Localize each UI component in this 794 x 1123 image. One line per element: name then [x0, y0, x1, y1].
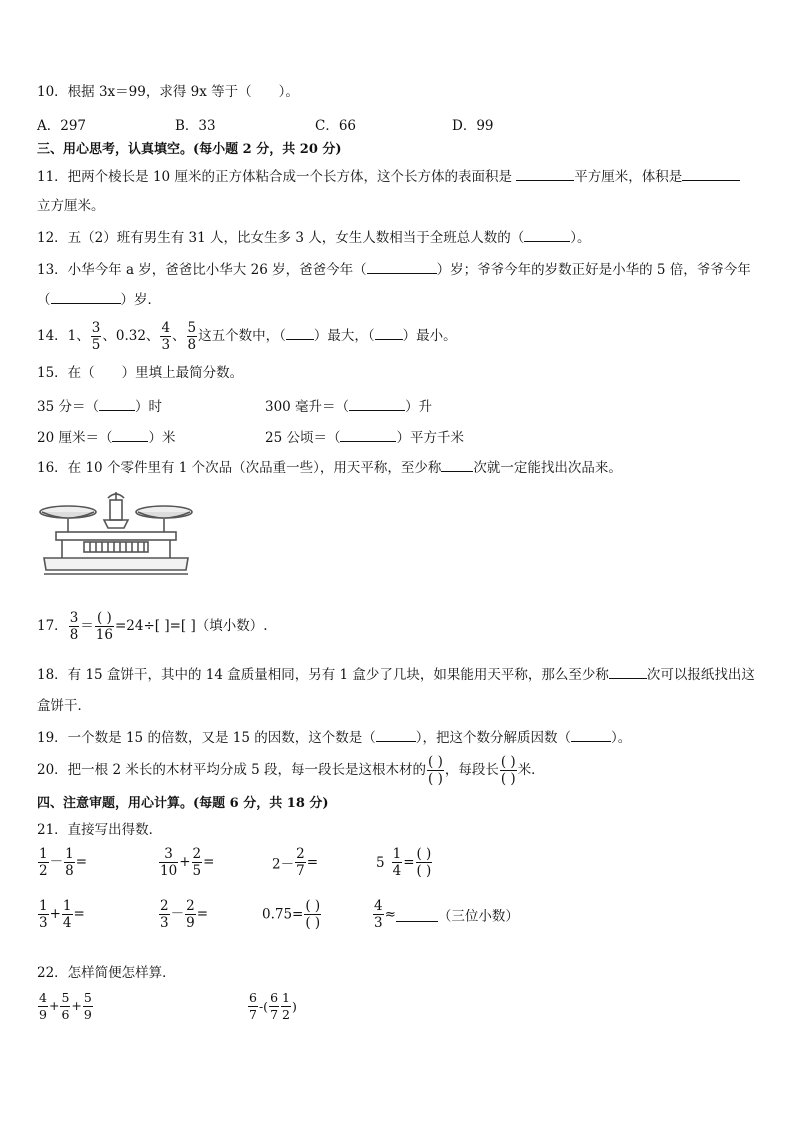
q19-blank-number[interactable] [376, 728, 416, 742]
q13-text-c: （ [37, 292, 51, 308]
q14 [37, 318, 457, 354]
q12-blank[interactable] [524, 228, 570, 242]
q15-item-2: 300 毫升＝（ ）升 [265, 399, 433, 415]
q15-item-3: 20 厘米＝（ ）米 [37, 430, 176, 446]
q20-blank-fraction-2[interactable]: $\frac{( )}{( )}$ [500, 754, 516, 787]
q16-blank[interactable] [441, 458, 473, 472]
q14-blank-max[interactable] [286, 326, 314, 340]
q21-expr-2: $\frac{3}{10}$ + $\frac{2}{5}$ = [160, 846, 215, 879]
q15-blank-3[interactable] [112, 428, 148, 442]
q13-line1 [37, 260, 751, 279]
q14-fraction-1: $\frac{3}{5}$ [91, 320, 101, 353]
q14-sep: 、 [172, 328, 186, 344]
q10-text: 10．根据 3x＝99，求得 9x 等于（ ）。 [37, 84, 299, 100]
q21-answer-fraction[interactable]: $\frac{( )}{( )}$ [416, 846, 432, 879]
q10-option-a[interactable]: A．297 [37, 118, 87, 134]
q14-prefix: 14．1、 [37, 328, 90, 344]
q22-expr-2: $\frac{6}{7}$ -( $\frac{6}{7}$ $\frac{1}{2}$ ) [249, 990, 297, 1022]
q15-item-1: 35 分＝（ ）时 [37, 399, 162, 415]
q11-text-b: 平方厘米，体积是 [574, 169, 683, 185]
q13-text-b: ）岁；爷爷今年的岁数正好是小华的 5 倍，爷爷今年 [436, 262, 751, 278]
q14-text-c: ）最小。 [402, 328, 457, 344]
q13-text-d: ）岁． [120, 292, 161, 308]
q15-blank-1[interactable] [99, 397, 135, 411]
q16: 16．在 10 个零件里有 1 个次品（次品重一些），用天平称，至少称 次就一定能找出次品来。 [37, 460, 622, 476]
q21-expr-5: $\frac{1}{3}$ + $\frac{1}{4}$ = [39, 898, 85, 931]
q20: 20．把一根 2 米长的木材平均分成 5 段，每一段长是这根木材的 $\frac{( )}{( )}$ ，每段长 $\frac{( )}{( )}$ 米． [37, 754, 545, 787]
q12-text-a: 12．五（2）班有男生有 31 人，比女生多 3 人，女生人数相当于全班总人数的（ [37, 230, 525, 246]
q22-expr-1: $\frac{4}{9}$ + $\frac{5}{6}$ + $\frac{5}{9}$ [39, 990, 92, 1022]
q19: 19．一个数是 15 的倍数，又是 15 的因数，这个数是（ ），把这个数分解质因数（ ）。 [37, 730, 632, 746]
q21-blank-approx[interactable] [396, 908, 438, 922]
q22-title: 22．怎样简便怎样算． [37, 965, 176, 981]
q21-expr-1: $\frac{1}{2}$ － $\frac{1}{8}$ = [39, 846, 87, 879]
q21-expr-4: 5 $\frac{1}{4}$ = $\frac{( )}{( )}$ [376, 846, 432, 879]
q11-line1 [37, 167, 740, 186]
q15-blank-2[interactable] [349, 397, 405, 411]
q14-fraction-2: $\frac{4}{3}$ [161, 320, 171, 353]
q21-expr-3: 2－ $\frac{2}{7}$ = [272, 846, 318, 879]
section3-heading: 三、用心思考，认真填空。(每小题 2 分，共 20 分) [37, 142, 342, 157]
q11-blank-area[interactable] [516, 167, 574, 181]
q10-option-b[interactable]: B．33 [175, 118, 216, 134]
q13-text-a: 13．小华今年 a 岁，爸爸比小华大 26 岁，爸爸今年（ [37, 262, 367, 278]
q11-blank-volume[interactable] [682, 167, 740, 181]
q14-blank-min[interactable] [375, 326, 403, 340]
q12 [37, 228, 590, 247]
q17-fraction: $\frac{3}{8}$ [69, 610, 79, 643]
q10-option-d[interactable]: D．99 [452, 118, 494, 134]
q14-fraction-3: $\frac{5}{8}$ [187, 320, 197, 353]
q17: 17． $\frac{3}{8}$ ＝ $\frac{( )}{16}$ =24÷[ ]=[ ]（填小数）. [37, 610, 268, 643]
q20-blank-fraction-1[interactable]: $\frac{( )}{( )}$ [428, 754, 443, 787]
q18-line2: 盒饼干． [37, 698, 91, 714]
q18-line1: 18．有 15 盒饼干，其中的 14 盒质量相同，另有 1 盒少了几块，如果能用天平称，那么至少称 次可以报纸找出这 [37, 667, 755, 683]
q18-blank[interactable] [609, 665, 647, 679]
q15-blank-4[interactable] [340, 428, 396, 442]
q13-blank-dad[interactable] [367, 260, 437, 274]
q21-title: 21．直接写出得数． [37, 822, 163, 838]
q14-mid: 、0.32、 [102, 328, 160, 344]
q11-text-a: 11．把两个棱长是 10 厘米的正方体粘合成一个长方体，这个长方体的表面积是 [37, 169, 512, 185]
q21-expr-7: 0.75= $\frac{( )}{( )}$ [262, 898, 321, 931]
q10-option-c[interactable]: C．66 [315, 118, 357, 134]
q21-expr-8: $\frac{4}{3}$ ≈ （三位小数） [374, 898, 519, 931]
q15-item-4: 25 公顷＝（ ）平方千米 [265, 430, 464, 446]
q12-text-b: ）。 [570, 230, 591, 246]
q13-blank-grandpa[interactable] [51, 290, 121, 304]
q21-answer-fraction-2[interactable]: $\frac{( )}{( )}$ [305, 898, 321, 931]
q15-title: 15．在（ ）里填上最简分数。 [37, 365, 244, 381]
q19-blank-factor[interactable] [571, 728, 611, 742]
q14-text-a: 这五个数中，（ [198, 328, 286, 344]
balance-scale-icon [38, 488, 194, 580]
q13-line2 [37, 290, 161, 309]
section4-heading: 四、注意审题，用心计算。(每题 6 分，共 18 分) [37, 796, 329, 811]
q14-text-b: ）最大，（ [313, 328, 375, 344]
q21-expr-6: $\frac{2}{3}$ － $\frac{2}{9}$ = [160, 898, 208, 931]
q17-blank-fraction[interactable]: $\frac{( )}{16}$ [95, 610, 113, 643]
q11-line2: 立方厘米。 [37, 198, 105, 214]
